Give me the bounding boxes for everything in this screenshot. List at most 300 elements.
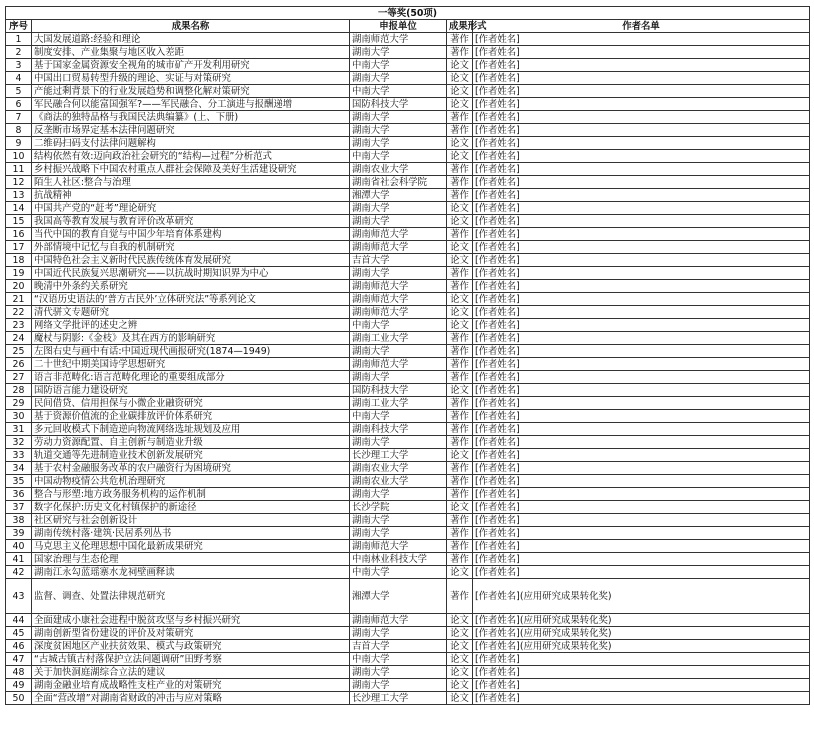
- work-title: 晚清中外条约关系研究: [32, 280, 350, 293]
- work-title: 中国近代民族复兴思潮研究——以抗战时期知识界为中心: [32, 267, 350, 280]
- work-title: 中国动物疫情公共危机治理研究: [32, 475, 350, 488]
- header-unit: 申报单位: [350, 20, 447, 33]
- work-title: 多元回收模式下制造逆向物流网络选址规划及应用: [32, 423, 350, 436]
- submitting-unit: 湖南大学: [350, 488, 447, 501]
- table-row: [6, 280, 810, 293]
- work-form: 著作: [447, 345, 473, 358]
- work-form: 著作: [447, 189, 473, 202]
- submitting-unit: 吉首大学: [350, 254, 447, 267]
- submitting-unit: 长沙理工大学: [350, 692, 447, 705]
- table-row: [6, 98, 810, 111]
- work-title: 劳动力资源配置、自主创新与制造业升级: [32, 436, 350, 449]
- work-title: 社区研究与社会创新设计: [32, 514, 350, 527]
- submitting-unit: 湖南科技大学: [350, 423, 447, 436]
- submitting-unit: 湖南师范大学: [350, 228, 447, 241]
- table-row: [6, 397, 810, 410]
- author-list: [作者姓名]: [473, 124, 810, 137]
- author-list: [作者姓名]: [473, 358, 810, 371]
- work-title: 乡村振兴战略下中国农村重点人群社会保障及美好生活建设研究: [32, 163, 350, 176]
- submitting-unit: 湖南师范大学: [350, 306, 447, 319]
- table-title: 一等奖(50项): [6, 7, 810, 20]
- table-row: [6, 345, 810, 358]
- work-title: 二十世纪中期美国诗学思想研究: [32, 358, 350, 371]
- work-form: 论文: [447, 85, 473, 98]
- work-title: 中国出口贸易转型升级的理论、实证与对策研究: [32, 72, 350, 85]
- row-number: 28: [6, 384, 32, 397]
- row-number: 7: [6, 111, 32, 124]
- submitting-unit: 湖南师范大学: [350, 358, 447, 371]
- work-form: 著作: [447, 46, 473, 59]
- submitting-unit: 湖南师范大学: [350, 540, 447, 553]
- author-list: [作者姓名]: [473, 449, 810, 462]
- submitting-unit: 中南大学: [350, 566, 447, 579]
- work-form: 论文: [447, 306, 473, 319]
- submitting-unit: 湖南大学: [350, 371, 447, 384]
- work-title: 数字化保护:历史文化村镇保护的新途径: [32, 501, 350, 514]
- table-row: [6, 475, 810, 488]
- work-form: 著作: [447, 423, 473, 436]
- work-form: 论文: [447, 501, 473, 514]
- author-list: [作者姓名]: [473, 59, 810, 72]
- work-form: 著作: [447, 176, 473, 189]
- row-number: 43: [6, 579, 32, 614]
- submitting-unit: 湘潭大学: [350, 579, 447, 614]
- work-form: 论文: [447, 72, 473, 85]
- work-title: 马克思主义伦理思想中国化最新成果研究: [32, 540, 350, 553]
- work-title: 陌生人社区:整合与治理: [32, 176, 350, 189]
- submitting-unit: 湖南师范大学: [350, 33, 447, 46]
- author-list: [作者姓名]: [473, 345, 810, 358]
- author-list: [作者姓名]: [473, 423, 810, 436]
- row-number: 22: [6, 306, 32, 319]
- submitting-unit: 湖南大学: [350, 345, 447, 358]
- row-number: 39: [6, 527, 32, 540]
- work-form: 论文: [447, 241, 473, 254]
- header-row: [6, 20, 810, 33]
- author-list: [作者姓名](应用研究成果转化奖): [473, 579, 810, 614]
- header-name: 成果名称: [32, 20, 350, 33]
- table-row: [6, 124, 810, 137]
- author-list: [作者姓名]: [473, 332, 810, 345]
- awards-table: [5, 6, 810, 705]
- work-title: 国防语言能力建设研究: [32, 384, 350, 397]
- row-number: 29: [6, 397, 32, 410]
- table-row: [6, 410, 810, 423]
- work-form: 著作: [447, 514, 473, 527]
- work-title: 湖南金融业培育成战略性支柱产业的对策研究: [32, 679, 350, 692]
- table-row: [6, 46, 810, 59]
- row-number: 49: [6, 679, 32, 692]
- submitting-unit: 中南林业科技大学: [350, 553, 447, 566]
- author-list: [作者姓名]: [473, 306, 810, 319]
- submitting-unit: 湖南农业大学: [350, 475, 447, 488]
- row-number: 21: [6, 293, 32, 306]
- submitting-unit: 湖南大学: [350, 111, 447, 124]
- table-row: [6, 553, 810, 566]
- row-number: 41: [6, 553, 32, 566]
- author-list: [作者姓名]: [473, 72, 810, 85]
- author-list: [作者姓名]: [473, 137, 810, 150]
- submitting-unit: 湖南大学: [350, 124, 447, 137]
- work-form: 著作: [447, 280, 473, 293]
- work-title: 关于加快洞庭湖综合立法的建议: [32, 666, 350, 679]
- work-form: 论文: [447, 384, 473, 397]
- work-title: 国家治理与生态伦理: [32, 553, 350, 566]
- author-list: [作者姓名]: [473, 384, 810, 397]
- work-title: 中国共产党的“赶考”理论研究: [32, 202, 350, 215]
- row-number: 36: [6, 488, 32, 501]
- work-form: 著作: [447, 111, 473, 124]
- table-row: [6, 666, 810, 679]
- author-list: [作者姓名]: [473, 475, 810, 488]
- work-title: 军民融合何以能富国强军?——军民融合、分工演进与报酬递增: [32, 98, 350, 111]
- row-number: 37: [6, 501, 32, 514]
- work-form: 论文: [447, 627, 473, 640]
- submitting-unit: 中南大学: [350, 319, 447, 332]
- work-title: 基于农村金融服务改革的农户融资行为困境研究: [32, 462, 350, 475]
- submitting-unit: 国防科技大学: [350, 384, 447, 397]
- table-row: [6, 163, 810, 176]
- submitting-unit: 湖南农业大学: [350, 163, 447, 176]
- submitting-unit: 中南大学: [350, 410, 447, 423]
- author-list: [作者姓名]: [473, 653, 810, 666]
- author-list: [作者姓名]: [473, 553, 810, 566]
- work-title: 湖南江永勾蓝瑶寨水龙祠壁画释读: [32, 566, 350, 579]
- work-form: 著作: [447, 475, 473, 488]
- submitting-unit: 湖南大学: [350, 72, 447, 85]
- submitting-unit: 中南大学: [350, 59, 447, 72]
- work-form: 著作: [447, 33, 473, 46]
- author-list: [作者姓名]: [473, 566, 810, 579]
- author-list: [作者姓名]: [473, 514, 810, 527]
- work-title: 当代中国的教育自觉与中国少年培育体系建构: [32, 228, 350, 241]
- work-form: 著作: [447, 462, 473, 475]
- row-number: 45: [6, 627, 32, 640]
- table-row: [6, 627, 810, 640]
- author-list: [作者姓名]: [473, 111, 810, 124]
- submitting-unit: 湖南工业大学: [350, 397, 447, 410]
- row-number: 31: [6, 423, 32, 436]
- table-row: [6, 137, 810, 150]
- table-body: [6, 33, 810, 705]
- author-list: [作者姓名]: [473, 540, 810, 553]
- submitting-unit: 长沙学院: [350, 501, 447, 514]
- row-number: 20: [6, 280, 32, 293]
- work-form: 著作: [447, 527, 473, 540]
- header-authors: 作者名单: [473, 20, 810, 33]
- work-form: 论文: [447, 59, 473, 72]
- submitting-unit: 湖南师范大学: [350, 293, 447, 306]
- submitting-unit: 湖南大学: [350, 215, 447, 228]
- row-number: 40: [6, 540, 32, 553]
- author-list: [作者姓名]: [473, 33, 810, 46]
- row-number: 50: [6, 692, 32, 705]
- author-list: [作者姓名]: [473, 397, 810, 410]
- work-form: 论文: [447, 215, 473, 228]
- row-number: 44: [6, 614, 32, 627]
- table-row: [6, 72, 810, 85]
- author-list: [作者姓名](应用研究成果转化奖): [473, 614, 810, 627]
- header-no: 序号: [6, 20, 32, 33]
- work-title: 全面建成小康社会进程中脱贫攻坚与乡村振兴研究: [32, 614, 350, 627]
- row-number: 12: [6, 176, 32, 189]
- submitting-unit: 中南大学: [350, 653, 447, 666]
- author-list: [作者姓名]: [473, 527, 810, 540]
- table-row: [6, 241, 810, 254]
- work-form: 著作: [447, 436, 473, 449]
- author-list: [作者姓名]: [473, 46, 810, 59]
- submitting-unit: 中南大学: [350, 85, 447, 98]
- row-number: 30: [6, 410, 32, 423]
- author-list: [作者姓名]: [473, 280, 810, 293]
- author-list: [作者姓名]: [473, 488, 810, 501]
- submitting-unit: 湖南农业大学: [350, 462, 447, 475]
- submitting-unit: 湖南师范大学: [350, 280, 447, 293]
- table-row: [6, 462, 810, 475]
- author-list: [作者姓名]: [473, 163, 810, 176]
- work-form: 论文: [447, 614, 473, 627]
- row-number: 6: [6, 98, 32, 111]
- author-list: [作者姓名]: [473, 267, 810, 280]
- table-row: [6, 332, 810, 345]
- submitting-unit: 湖南大学: [350, 267, 447, 280]
- row-number: 13: [6, 189, 32, 202]
- row-number: 2: [6, 46, 32, 59]
- author-list: [作者姓名]: [473, 410, 810, 423]
- row-number: 26: [6, 358, 32, 371]
- work-form: 论文: [447, 137, 473, 150]
- author-list: [作者姓名](应用研究成果转化奖): [473, 627, 810, 640]
- table-row: [6, 306, 810, 319]
- work-title: 清代骈文专题研究: [32, 306, 350, 319]
- work-form: 著作: [447, 267, 473, 280]
- row-number: 19: [6, 267, 32, 280]
- submitting-unit: 湖南大学: [350, 627, 447, 640]
- submitting-unit: 湖南师范大学: [350, 614, 447, 627]
- work-form: 著作: [447, 488, 473, 501]
- submitting-unit: 湘潭大学: [350, 189, 447, 202]
- table-row: [6, 566, 810, 579]
- author-list: [作者姓名]: [473, 85, 810, 98]
- author-list: [作者姓名]: [473, 666, 810, 679]
- row-number: 27: [6, 371, 32, 384]
- work-title: 我国高等教育发展与教育评价改革研究: [32, 215, 350, 228]
- work-title: 中国特色社会主义新时代民族传统体育发展研究: [32, 254, 350, 267]
- work-form: 论文: [447, 640, 473, 653]
- row-number: 9: [6, 137, 32, 150]
- table-row: [6, 33, 810, 46]
- table-row: [6, 423, 810, 436]
- row-number: 24: [6, 332, 32, 345]
- work-form: 著作: [447, 410, 473, 423]
- table-row: [6, 371, 810, 384]
- work-title: 抗战精神: [32, 189, 350, 202]
- work-form: 著作: [447, 579, 473, 614]
- author-list: [作者姓名]: [473, 371, 810, 384]
- row-number: 23: [6, 319, 32, 332]
- submitting-unit: 湖南大学: [350, 436, 447, 449]
- row-number: 42: [6, 566, 32, 579]
- row-number: 35: [6, 475, 32, 488]
- submitting-unit: 湖南大学: [350, 46, 447, 59]
- row-number: 15: [6, 215, 32, 228]
- work-title: 轨道交通等先进制造业技术创新发展研究: [32, 449, 350, 462]
- author-list: [作者姓名]: [473, 462, 810, 475]
- submitting-unit: 吉首大学: [350, 640, 447, 653]
- work-form: 著作: [447, 540, 473, 553]
- table-row: [6, 293, 810, 306]
- author-list: [作者姓名]: [473, 189, 810, 202]
- work-form: 论文: [447, 679, 473, 692]
- work-title: 二维码扫码支付法律问题解构: [32, 137, 350, 150]
- author-list: [作者姓名]: [473, 98, 810, 111]
- author-list: [作者姓名]: [473, 436, 810, 449]
- row-number: 8: [6, 124, 32, 137]
- row-number: 46: [6, 640, 32, 653]
- table-row: [6, 215, 810, 228]
- table-row: [6, 111, 810, 124]
- work-title: 魔杖与阴影:《金枝》及其在西方的影响研究: [32, 332, 350, 345]
- work-title: 基于资源价值流的企业碳排放评价体系研究: [32, 410, 350, 423]
- work-form: 著作: [447, 163, 473, 176]
- title-row: [6, 7, 810, 20]
- table-row: [6, 176, 810, 189]
- submitting-unit: 湖南师范大学: [350, 241, 447, 254]
- row-number: 11: [6, 163, 32, 176]
- author-list: [作者姓名]: [473, 293, 810, 306]
- table-row: [6, 319, 810, 332]
- table-row: [6, 692, 810, 705]
- work-title: 产能过剩背景下的行业发展趋势和调整化解对策研究: [32, 85, 350, 98]
- author-list: [作者姓名]: [473, 679, 810, 692]
- submitting-unit: 湖南大学: [350, 527, 447, 540]
- work-title: 结构依然有效:迈向政治社会研究的“结构—过程”分析范式: [32, 150, 350, 163]
- submitting-unit: 湖南大学: [350, 202, 447, 215]
- work-title: 制度安排、产业集聚与地区收入差距: [32, 46, 350, 59]
- work-form: 论文: [447, 449, 473, 462]
- row-number: 25: [6, 345, 32, 358]
- row-number: 5: [6, 85, 32, 98]
- author-list: [作者姓名]: [473, 692, 810, 705]
- work-form: 著作: [447, 124, 473, 137]
- table-row: [6, 358, 810, 371]
- work-form: 著作: [447, 358, 473, 371]
- submitting-unit: 湖南省社会科学院: [350, 176, 447, 189]
- submitting-unit: 湖南大学: [350, 137, 447, 150]
- row-number: 33: [6, 449, 32, 462]
- table-row: [6, 488, 810, 501]
- table-row: [6, 59, 810, 72]
- work-form: 论文: [447, 202, 473, 215]
- work-title: 湖南创新型省份建设的评价及对策研究: [32, 627, 350, 640]
- work-form: 论文: [447, 666, 473, 679]
- work-title: 外部情境中记忆与自我的机制研究: [32, 241, 350, 254]
- table-row: [6, 254, 810, 267]
- author-list: [作者姓名]: [473, 319, 810, 332]
- row-number: 38: [6, 514, 32, 527]
- author-list: [作者姓名]: [473, 150, 810, 163]
- work-title: 左图右史与画中有话:中国近现代画报研究(1874—1949): [32, 345, 350, 358]
- work-title: 反垄断市场界定基本法律问题研究: [32, 124, 350, 137]
- author-list: [作者姓名]: [473, 176, 810, 189]
- work-title: 《商法的独特品格与我国民法典编纂》(上、下册): [32, 111, 350, 124]
- table-row: [6, 579, 810, 614]
- author-list: [作者姓名]: [473, 254, 810, 267]
- table-row: [6, 527, 810, 540]
- work-title: 监督、调查、处置法律规范研究: [32, 579, 350, 614]
- table-row: [6, 653, 810, 666]
- table-row: [6, 514, 810, 527]
- row-number: 1: [6, 33, 32, 46]
- row-number: 14: [6, 202, 32, 215]
- work-form: 著作: [447, 228, 473, 241]
- work-title: 大国发展道路:经验和理论: [32, 33, 350, 46]
- work-title: 湖南传统村落·建筑·民居系列丛书: [32, 527, 350, 540]
- work-form: 论文: [447, 98, 473, 111]
- author-list: [作者姓名]: [473, 202, 810, 215]
- row-number: 18: [6, 254, 32, 267]
- work-form: 著作: [447, 397, 473, 410]
- table-row: [6, 436, 810, 449]
- work-form: 论文: [447, 293, 473, 306]
- work-title: 语言非范畴化:语言范畴化理论的重要组成部分: [32, 371, 350, 384]
- work-title: “汉语历史语法的‘普方古民外’立体研究法”等系列论文: [32, 293, 350, 306]
- submitting-unit: 国防科技大学: [350, 98, 447, 111]
- submitting-unit: 湖南工业大学: [350, 332, 447, 345]
- work-title: “古城古镇古村落保护立法问题调研”田野考察: [32, 653, 350, 666]
- row-number: 47: [6, 653, 32, 666]
- table-row: [6, 679, 810, 692]
- work-title: 基于国家金属资源安全视角的城市矿产开发利用研究: [32, 59, 350, 72]
- work-form: 论文: [447, 692, 473, 705]
- row-number: 17: [6, 241, 32, 254]
- table-row: [6, 150, 810, 163]
- work-form: 论文: [447, 319, 473, 332]
- table-row: [6, 449, 810, 462]
- author-list: [作者姓名]: [473, 228, 810, 241]
- row-number: 48: [6, 666, 32, 679]
- table-row: [6, 189, 810, 202]
- work-title: 整合与形塑:地方政务服务机构的运作机制: [32, 488, 350, 501]
- table-row: [6, 501, 810, 514]
- table-row: [6, 384, 810, 397]
- row-number: 3: [6, 59, 32, 72]
- submitting-unit: 湖南大学: [350, 679, 447, 692]
- work-title: 网络文学批评的述史之辨: [32, 319, 350, 332]
- submitting-unit: 中南大学: [350, 150, 447, 163]
- author-list: [作者姓名]: [473, 501, 810, 514]
- work-form: 著作: [447, 371, 473, 384]
- table-row: [6, 228, 810, 241]
- author-list: [作者姓名](应用研究成果转化奖): [473, 640, 810, 653]
- row-number: 32: [6, 436, 32, 449]
- work-form: 论文: [447, 566, 473, 579]
- row-number: 4: [6, 72, 32, 85]
- author-list: [作者姓名]: [473, 241, 810, 254]
- submitting-unit: 湖南大学: [350, 514, 447, 527]
- author-list: [作者姓名]: [473, 215, 810, 228]
- header-form: 成果形式: [447, 20, 473, 33]
- work-form: 论文: [447, 150, 473, 163]
- work-form: 论文: [447, 254, 473, 267]
- table-row: [6, 614, 810, 627]
- submitting-unit: 湖南大学: [350, 666, 447, 679]
- table-row: [6, 202, 810, 215]
- row-number: 34: [6, 462, 32, 475]
- row-number: 10: [6, 150, 32, 163]
- work-form: 著作: [447, 553, 473, 566]
- table-row: [6, 267, 810, 280]
